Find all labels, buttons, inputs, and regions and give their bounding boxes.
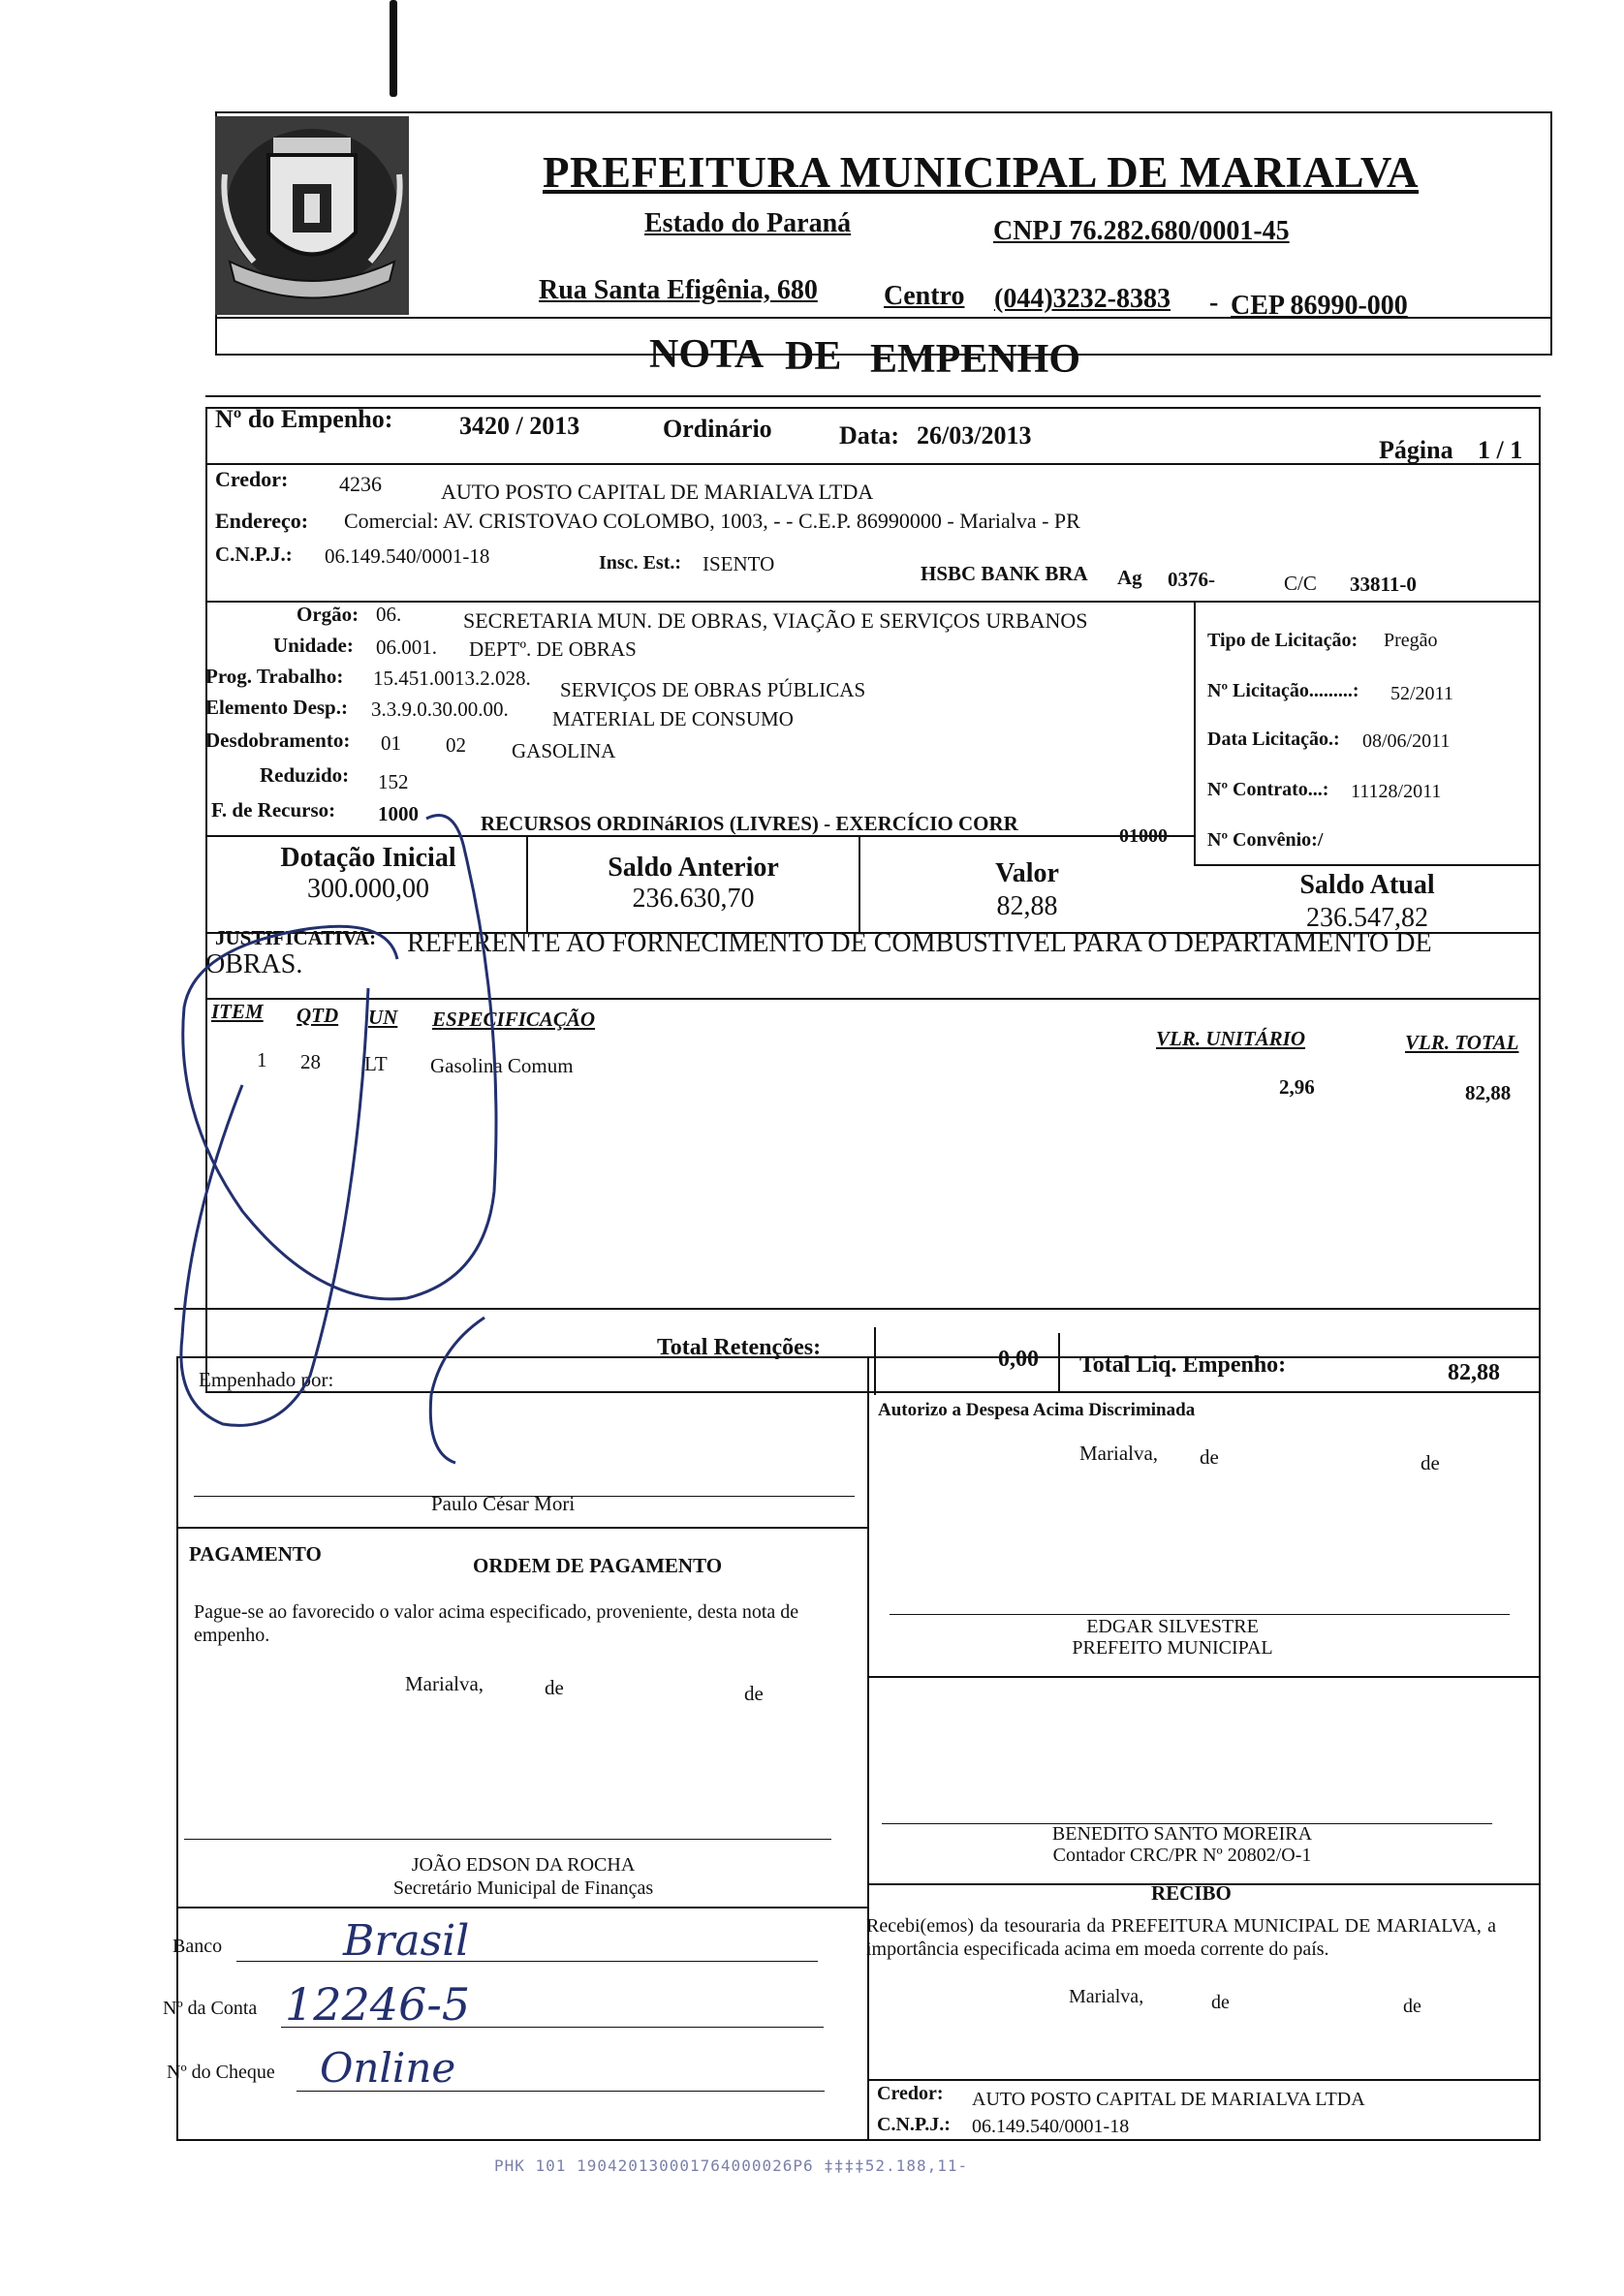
pagamento-de-2: de (744, 1682, 764, 1705)
secretario-nome: JOÃO EDSON DA ROCHA (411, 1854, 636, 1876)
desdob-name: GASOLINA (512, 739, 616, 762)
desdob-2: 02 (446, 733, 466, 757)
banco-handwriting: Brasil (343, 1916, 470, 1966)
credor-ag-label: Ag (1117, 566, 1142, 589)
credor-name: AUTO POSTO CAPITAL DE MARIALVA LTDA (441, 480, 874, 504)
secretario-cargo: Secretário Municipal de Finanças (392, 1877, 654, 1899)
recibo-marialva: Marialva, (1069, 1986, 1144, 2007)
doc-title-empenho: EMPENHO (870, 337, 1080, 382)
licitacao-tipo: Pregão (1384, 630, 1438, 651)
header-phone-sep: - (1209, 288, 1219, 318)
elemento-label: Elemento Desp.: (205, 696, 348, 719)
pagamento-marialva: Marialva, (405, 1672, 484, 1695)
licitacao-tipo-label: Tipo de Licitação: (1207, 630, 1359, 651)
saldo-atual-label: Saldo Atual (1299, 870, 1435, 900)
contrato-label: Nº Contrato...: (1207, 779, 1329, 800)
item-spec: Gasolina Comum (430, 1054, 574, 1077)
contador-cargo: Contador CRC/PR Nº 20802/O-1 (1052, 1845, 1312, 1866)
col-un-header: UN (368, 1006, 398, 1029)
empenhado-nome: Paulo César Mori (431, 1492, 576, 1515)
credor-bank: HSBC BANK BRA (921, 562, 1088, 585)
recibo-title: RECIBO (1151, 1881, 1232, 1905)
licitacao-num: 52/2011 (1390, 683, 1453, 704)
credor-ag: 0376- (1168, 568, 1215, 591)
licitacao-data: 08/06/2011 (1362, 730, 1451, 752)
cheque-handwriting: Online (320, 2044, 456, 2092)
item-total: 82,88 (1465, 1081, 1512, 1104)
prefeito-nome: EDGAR SILVESTRE (1086, 1616, 1259, 1637)
recibo-credor-label: Credor: (877, 2083, 944, 2104)
convenio-label: Nº Convênio:/ (1207, 829, 1324, 851)
saldo-atual-value: 236.547,82 (1306, 903, 1428, 933)
liquido-label: Total Liq. Empenho: (1079, 1352, 1287, 1378)
pagamento-text: Pague-se ao favorecido o valor acima especificado, proveniente, desta nota de empenho. (194, 1601, 799, 1646)
empenho-type: Ordinário (663, 415, 772, 443)
credor-cnpj: 06.149.540/0001-18 (325, 544, 490, 568)
contrato-value: 11128/2011 (1351, 781, 1442, 802)
header-cnpj: CNPJ 76.282.680/0001-45 (993, 216, 1290, 246)
desdob-label: Desdobramento: (205, 729, 351, 752)
dotacao-inicial-label: Dotação Inicial (280, 843, 456, 873)
doc-title-nota: NOTA (649, 332, 765, 377)
recibo-cnpj-label: C.N.P.J.: (877, 2114, 951, 2135)
elemento-name: MATERIAL DE CONSUMO (552, 707, 794, 730)
dotacao-inicial-value: 300.000,00 (307, 874, 429, 904)
licitacao-data-label: Data Licitação.: (1207, 729, 1340, 750)
col-spec-header: ESPECIFICAÇÃO (432, 1008, 596, 1031)
autorizo-de-1: de (1200, 1445, 1219, 1469)
municipality-title: PREFEITURA MUNICIPAL DE MARIALVA (543, 148, 1420, 197)
valor-label: Valor (995, 858, 1059, 888)
conta-label: Nº da Conta (163, 1998, 258, 2019)
conta-handwriting: 12246-5 (285, 1978, 471, 2031)
justificativa-text-2: OBRAS. (205, 949, 303, 979)
header-cep: CEP 86990-000 (1231, 291, 1408, 321)
autorizo-de-2: de (1421, 1451, 1440, 1474)
prog-label: Prog. Trabalho: (205, 665, 344, 688)
recibo-cnpj: 06.149.540/0001-18 (972, 2116, 1130, 2137)
retencoes-value: 0,00 (998, 1347, 1039, 1372)
recurso-code: 1000 (378, 802, 419, 825)
recibo-de-2: de (1403, 1996, 1421, 2017)
page-label: Página (1379, 436, 1453, 464)
state-name: Estado do Paraná (644, 208, 852, 238)
credor-address: Comercial: AV. CRISTOVAO COLOMBO, 1003, - - C.E.P. 86990000 - Marialva - PR (344, 509, 1080, 533)
saldo-anterior-value: 236.630,70 (632, 884, 755, 914)
col-qtd-header: QTD (297, 1004, 339, 1027)
unidade-label: Unidade: (273, 634, 354, 657)
empenhado-label: Empenhado por: (199, 1368, 334, 1391)
elemento-code: 3.3.9.0.30.00.00. (371, 698, 509, 721)
banco-label: Banco (172, 1936, 223, 1957)
empenho-number: 3420 / 2013 (459, 412, 580, 440)
empenho-date: 26/03/2013 (917, 421, 1032, 450)
item-unit-price: 2,96 (1279, 1075, 1315, 1099)
desdob-1: 01 (381, 731, 401, 755)
col-unit-header: VLR. UNITÁRIO (1156, 1027, 1306, 1050)
footer-code: PHK 101 190420130001764000026P6 ‡‡‡‡52.188,11- (494, 2156, 969, 2175)
recibo-de-1: de (1211, 1992, 1230, 2013)
credor-code: 4236 (339, 472, 382, 496)
recurso-code-2: 01000 (1119, 825, 1168, 847)
liquido-value: 82,88 (1448, 1360, 1500, 1385)
ordem-pagamento-title: ORDEM DE PAGAMENTO (473, 1554, 723, 1577)
credor-label: Credor: (215, 467, 289, 491)
item-qtd: 28 (300, 1050, 321, 1073)
credor-cnpj-label: C.N.P.J.: (215, 543, 293, 566)
prefeito-cargo: PREFEITO MUNICIPAL (1072, 1637, 1273, 1659)
header-district: Centro (884, 281, 965, 311)
pagamento-label: PAGAMENTO (189, 1542, 322, 1566)
empenho-date-label: Data: (839, 421, 900, 450)
unidade-code: 06.001. (376, 636, 437, 659)
credor-cc: 33811-0 (1350, 573, 1417, 596)
empenho-number-label: Nº do Empenho: (215, 405, 393, 433)
col-item-header: ITEM (211, 1000, 264, 1023)
credor-address-label: Endereço: (215, 509, 309, 533)
item-number: 1 (257, 1048, 267, 1071)
contador-nome: BENEDITO SANTO MOREIRA (1051, 1823, 1313, 1845)
col-total-header: VLR. TOTAL (1405, 1031, 1519, 1054)
credor-insc-label: Insc. Est.: (599, 552, 682, 574)
pagamento-de-1: de (545, 1676, 564, 1699)
justificativa-label: JUSTIFICATIVA: (215, 926, 377, 949)
orgao-label: Orgão: (297, 603, 359, 626)
autorizo-marialva: Marialva, (1079, 1442, 1159, 1465)
item-un: LT (364, 1052, 388, 1075)
credor-cc-label: C/C (1284, 572, 1317, 595)
autorizo-text: Autorizo a Despesa Acima Discriminada (878, 1400, 1196, 1420)
prog-name: SERVIÇOS DE OBRAS PÚBLICAS (560, 678, 866, 701)
recibo-credor: AUTO POSTO CAPITAL DE MARIALVA LTDA (972, 2089, 1365, 2110)
reduzido-value: 152 (378, 770, 409, 793)
retencoes-label: Total Retenções: (657, 1335, 822, 1360)
recibo-text: Recebi(emos) da tesouraria da PREFEITURA MUNICIPAL DE MARIALVA, a importância especificada acima em moeda corrente do país. (866, 1915, 1496, 1960)
header-phone: (044)3232-8383 (994, 284, 1171, 314)
credor-insc: ISENTO (703, 552, 775, 575)
prog-code: 15.451.0013.2.028. (373, 667, 531, 690)
doc-title-de: DE (785, 334, 842, 379)
cheque-label: Nº do Cheque (167, 2062, 275, 2083)
recurso-name: RECURSOS ORDINáRIOS (LIVRES) - EXERCÍCIO CORR (481, 812, 1018, 835)
page-number: 1 / 1 (1478, 436, 1523, 464)
orgao-code: 06. (376, 603, 402, 626)
unidade-name: DEPTº. DE OBRAS (469, 637, 637, 661)
saldo-anterior-label: Saldo Anterior (608, 853, 779, 883)
valor-value: 82,88 (996, 891, 1058, 921)
header-address: Rua Santa Efigênia, 680 (539, 275, 818, 305)
reduzido-label: Reduzido: (260, 763, 350, 787)
licitacao-num-label: Nº Licitação.........: (1207, 680, 1359, 701)
orgao-name: SECRETARIA MUN. DE OBRAS, VIAÇÃO E SERVIÇOS URBANOS (463, 608, 1088, 633)
recurso-label: F. de Recurso: (211, 798, 336, 822)
justificativa-text-1: REFERENTE AO FORNECIMENTO DE COMBUSTIVEL PARA O DEPARTAMENTO DE (407, 928, 1432, 958)
